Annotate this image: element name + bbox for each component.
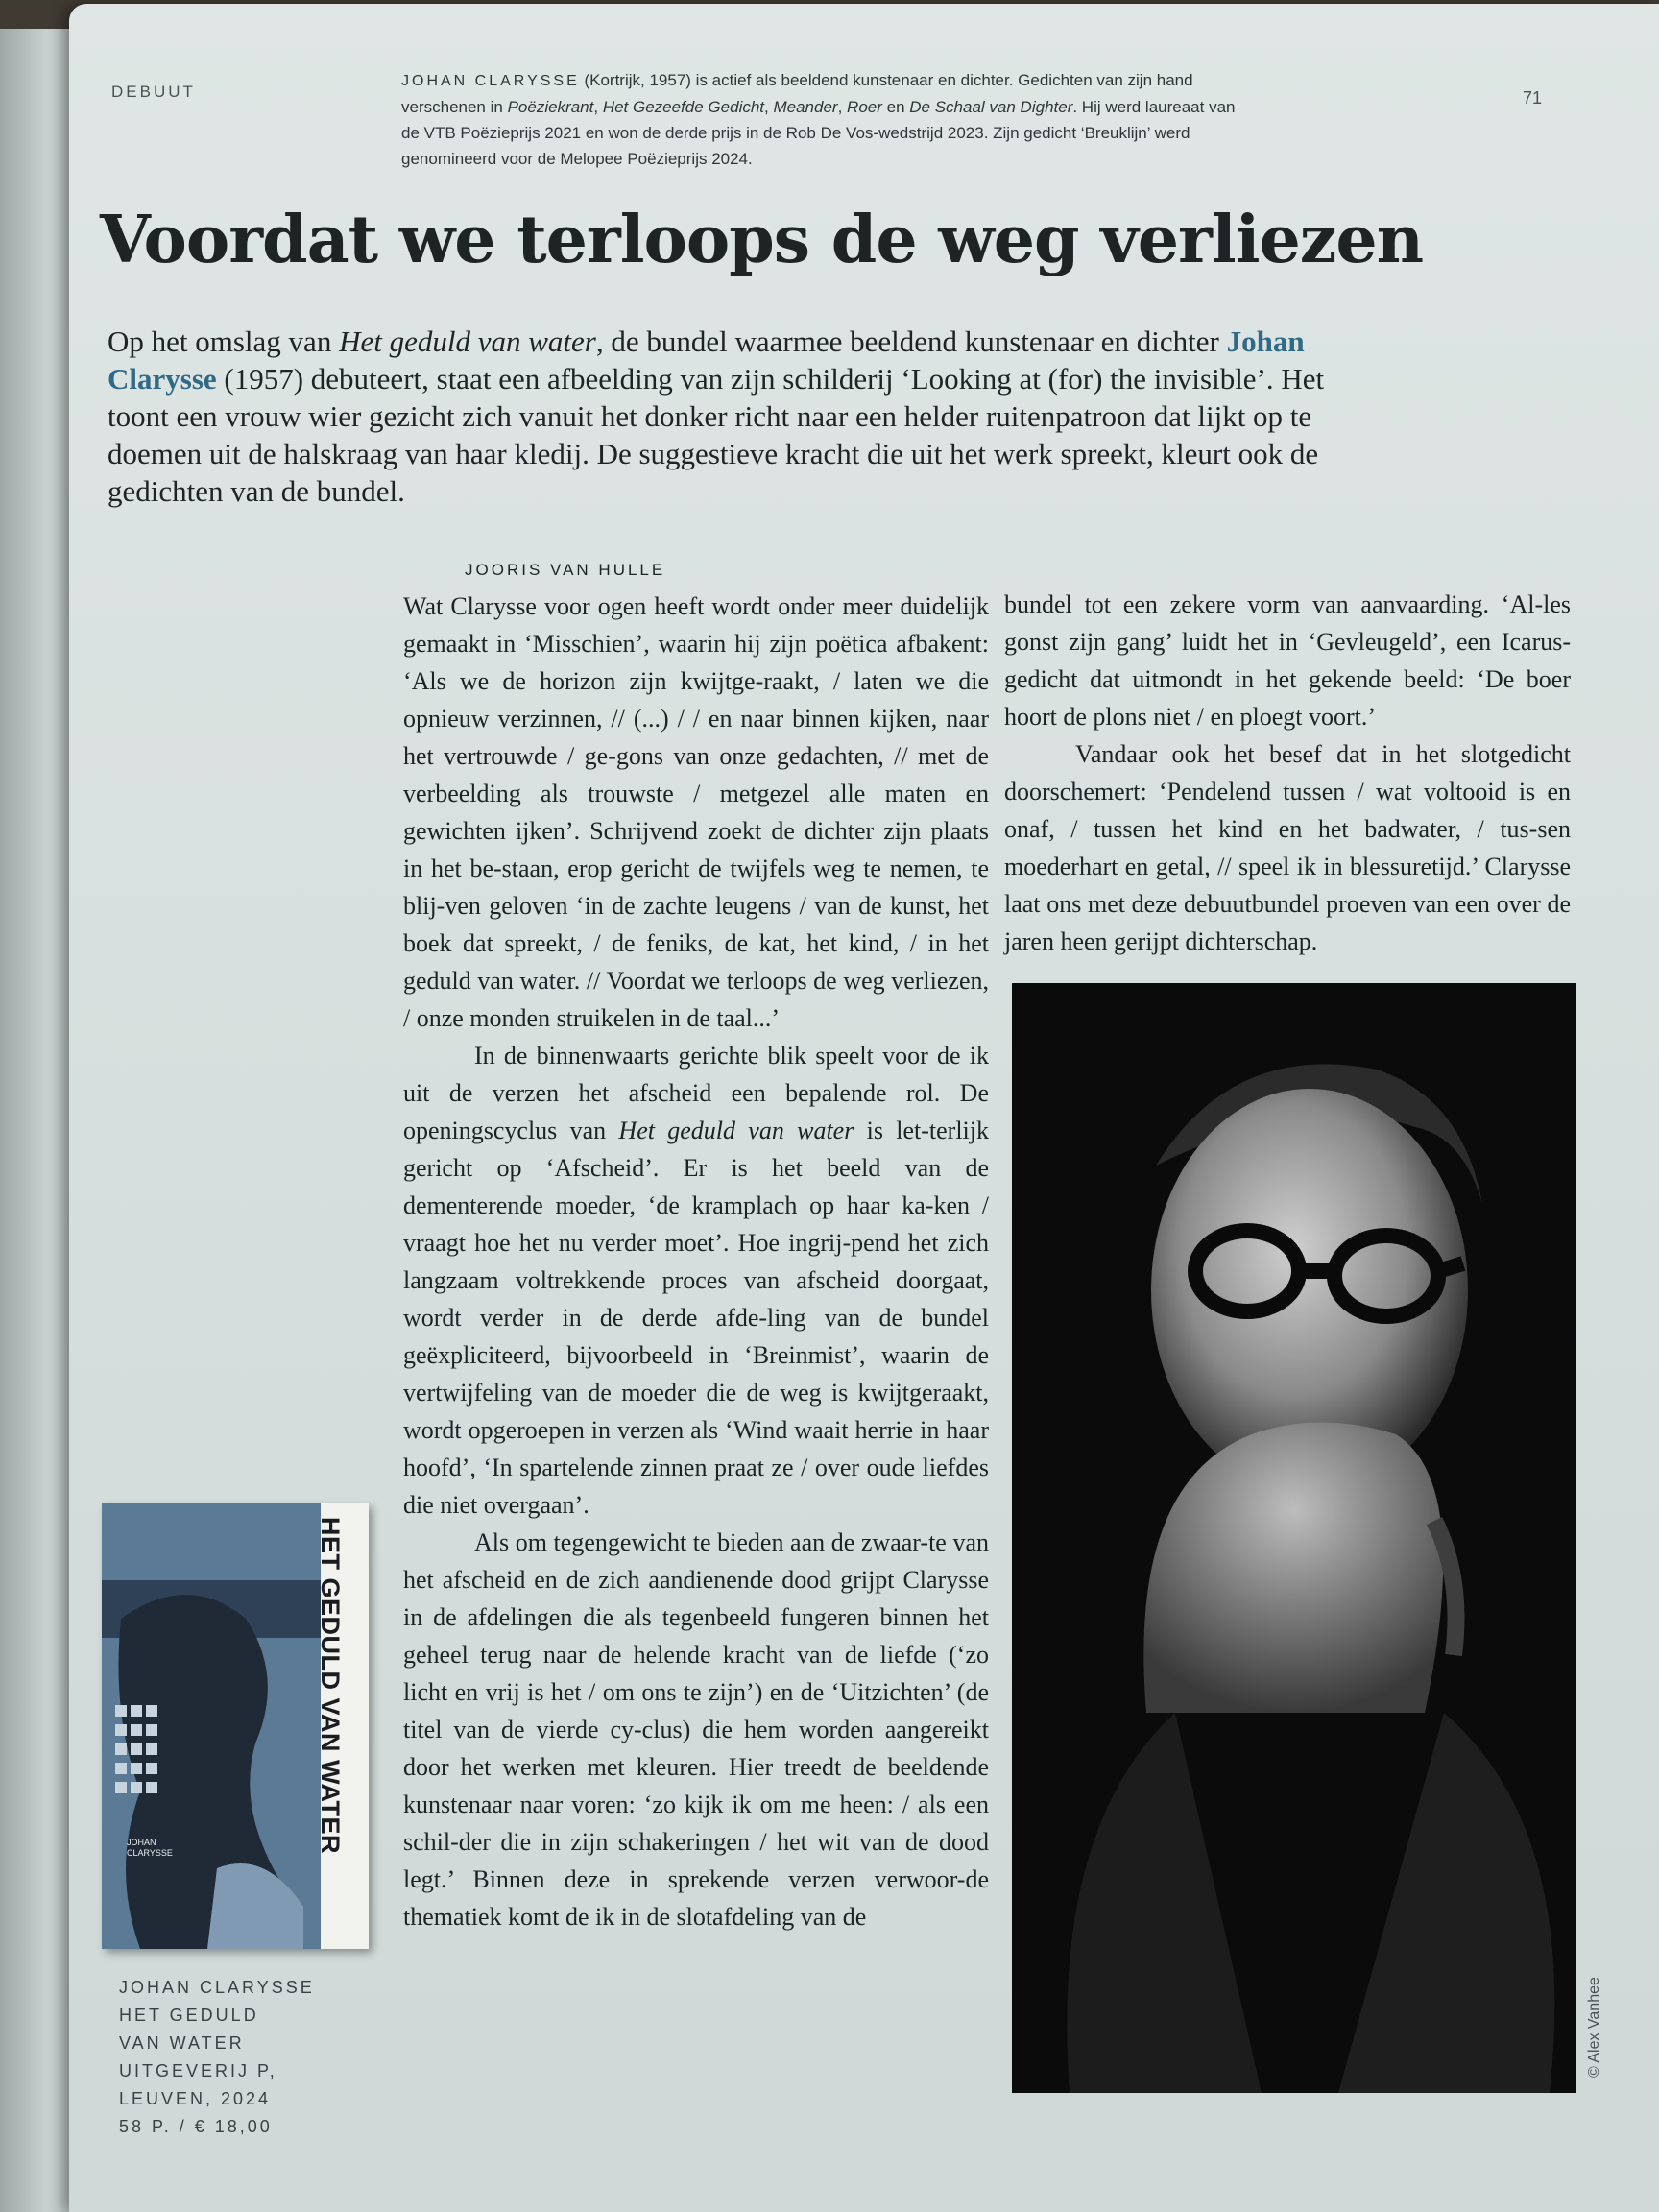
book-title: Het geduld van water	[618, 1117, 854, 1144]
bio-separator: ,	[593, 98, 603, 116]
lead-author-name: Johan Clarysse	[108, 325, 1305, 396]
book-info-line: UITGEVERIJ P,	[119, 2061, 277, 2080]
lead-text: (1957) debuteert, staat een afbeelding van zijn schilderij ‘Looking at (for) the invisible’. Het toont een vrouw wier gezicht zich vanuit het donker richt naar een helder ruitenpatroon dat lijkt op te doemen uit de halskraag van haar kledij. De suggestieve kracht die uit het werk spreekt, kleurt ook de gedichten van de bundel.	[108, 362, 1325, 508]
paragraph: Wat Clarysse voor ogen heeft wordt onder meer duidelijk gemaakt in ‘Misschien’, waarin hij zijn poëtica afbakent: ‘Als we de horizon zijn kwijtge-raakt, / laten we die opnieuw verzinnen, // (...) / / en naar binnen kijken, naar het vertrouwde / ge-gons van onze gedachten, // met de verbeelding als trouwste / metgezel alle maten en gewichten ijken’. Schrijvend zoekt de dichter zijn plaats in het be-staan, erop gericht de twijfels weg te nemen, te blij-ven geloven ‘in de zachte leugens / van de kunst, het boek dat spreekt, / de feniks, de kat, het kind, / in het geduld van water. // Voordat we terloops de weg verliezen, / onze monden struikelen in de taal...’	[403, 592, 989, 1032]
bio-publication: Roer	[847, 98, 882, 116]
cover-author-line: CLARYSSE	[127, 1848, 173, 1858]
paragraph	[403, 1037, 989, 1524]
photo-credit: © Alex Vanhee	[1586, 1977, 1602, 2078]
paragraph: Als om tegengewicht te bieden aan de zwaar-te van het afscheid en de zich aandienende dood grijpt Clarysse in de afdelingen die als tegenbeeld fungeren binnen het geheel terug naar de helende kracht van de liefde (‘zo licht en vrij is het / om ons te zijn’) en de ‘Uitzichten’ (de titel van de vierde cy-clus) die hem worden aangereikt door het werken met kleuren. Hier treedt de beeldende kunstenaar naar voren: ‘zo kijk ik om me heen: / als een schil-der die in zijn schakeringen / het wit van de dood legt.’ Binnen deze in sprekende verzen verwoor-de thematiek komt de ik in de slotafdeling van de	[403, 1528, 989, 1931]
portrait-illustration	[1012, 983, 1576, 2093]
article-headline: Voordat we terloops de weg verliezen	[100, 202, 1424, 278]
adjacent-page-edge	[0, 29, 77, 2212]
book-cover	[102, 1503, 369, 1949]
book-info-line: HET GEDULD	[119, 2006, 259, 2025]
lead-text: Op het omslag van	[108, 325, 340, 358]
paragraph-text: is let-terlijk gericht op ‘Afscheid’. Er is het beeld van de dementerende moeder, ‘de kramplach op haar ka-ken / vraagt hoe het nu verder moet’. Hoe ingrij-pend het zich langzaam voltrekkende proces van afscheid doorgaat, wordt verder in de derde afde-ling van de bundel geëxpliciteerd, bijvoorbeeld in ‘Breinmist’, waarin de vertwijfeling van de moeder die de weg is kwijtgeraakt, wordt opgeroepen in verzen als ‘Wind waait herrie in haar hoofd’, ‘In spartelende zinnen praat ze / over oude liefdes die niet overgaan’.	[403, 1117, 989, 1519]
bio-publication: Het Gezeefde Gedicht	[602, 98, 765, 116]
book-info	[119, 1974, 369, 2141]
cover-author	[127, 1838, 213, 1859]
author-portrait-photo	[1012, 983, 1576, 2093]
article-lead	[108, 323, 1356, 510]
bio-publication: De Schaal van Dighter	[909, 98, 1073, 116]
bio-text: . Hij werd laureaat van de VTB Poëzieprijs 2021 en won de derde prijs in de Rob De Vos-wedstrijd 2023. Zijn gedicht ‘Breuklijn’ werd genomineerd voor de Melopee Poëzieprijs 2024.	[401, 98, 1236, 168]
cover-painting	[102, 1503, 321, 1949]
bio-separator: en	[881, 98, 910, 116]
bio-text: (Kortrijk, 1957) is actief als beeldend kunstenaar en dichter. Gedichten van zijn hand verschenen in	[401, 71, 1193, 116]
section-label: DEBUUT	[111, 83, 196, 101]
bio-separator: ,	[764, 98, 774, 116]
paragraph: bundel tot een zekere vorm van aanvaarding. ‘Al-les gonst zijn gang’ luidt het in ‘Gevleugeld’, een Icarus-gedicht dat uitmondt in het gekende beeld: ‘De boer hoort de plons niet / en ploegt voort.’	[1004, 590, 1571, 731]
author-bio	[401, 67, 1246, 172]
paragraph-text: In de binnenwaarts gerichte blik speelt voor de ik uit de verzen het afscheid een bepalende rol. De openingscyclus van	[403, 1042, 989, 1144]
article-column-2	[1004, 586, 1571, 960]
cover-painting-figure	[102, 1503, 321, 1949]
page-number: 71	[1523, 88, 1543, 108]
bio-publication: Meander	[773, 98, 838, 116]
lead-text: , de bundel waarmee beeldend kunstenaar en dichter	[595, 325, 1227, 358]
article-column-1	[403, 588, 989, 1936]
bio-publication: Poëziekrant	[507, 98, 594, 116]
lead-book-title: Het geduld van water	[339, 325, 596, 358]
cover-author-line: JOHAN	[127, 1838, 156, 1847]
book-info-line: VAN WATER	[119, 2033, 245, 2053]
cover-title: HET GEDULD VAN WATER	[316, 1517, 345, 1854]
bio-author-name: JOHAN CLARYSSE	[401, 73, 580, 89]
paragraph: Vandaar ook het besef dat in het slotgedicht doorschemert: ‘Pendelend tussen / wat voltooid is en onaf, / tussen het kind en het badwater, / tus-sen moederhart en getal, // speel ik in blessuretijd.’ Clarysse laat ons met deze debuutbundel proeven van een over de jaren heen gerijpt dichterschap.	[1004, 740, 1571, 955]
bio-separator: ,	[837, 98, 848, 116]
book-info-line: JOHAN CLARYSSE	[119, 1978, 315, 1997]
book-info-line: 58 P. / € 18,00	[119, 2117, 273, 2136]
byline: JOORIS VAN HULLE	[465, 561, 666, 579]
book-info-line: LEUVEN, 2024	[119, 2089, 272, 2108]
